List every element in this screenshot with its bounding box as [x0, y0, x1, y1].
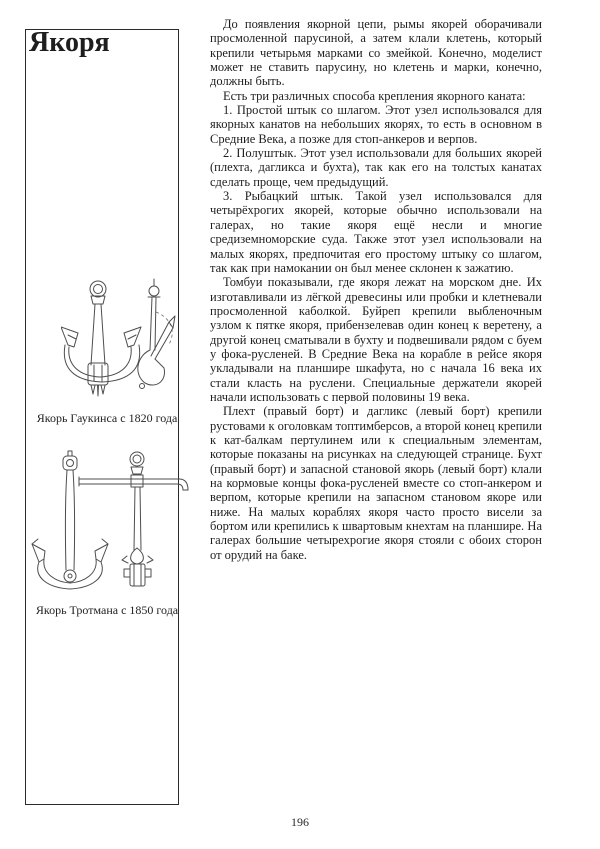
- anchor-figure-hawkins: [61, 278, 177, 400]
- paragraph-7: Плехт (правый борт) и дагликс (левый борт) крепили рустовами к оголовкам топтимберсов, а второй конец крепили к кат-балкам пертулинем или к специальным элементам, которые показаны на рисунках на следующей странице. Бухт (правый борт) и запасной становой якорь (левый борт) клали на кормовые концы фока-русленей вместе со стоп-анкером и верпом, которые крепили на запасном становом якоре или ниже. На малых кораблях якоря часто просто висели за бортом или крепились к швартовым кнехтам на планшире. На галерах большие четырехрогие якоря стояли с обоих сторон от орудий на баке.: [210, 404, 542, 562]
- paragraph-1: До появления якорной цепи, рымы якорей оборачивали просмоленной парусиной, а затем клали клетень, который крепили четырьмя марками со змейкой. Конечно, моделист может не ставить парусину, но клетень и марки, конечно, должны быть.: [210, 17, 542, 89]
- hawkins-anchor-icon: [61, 278, 177, 400]
- sidebar-frame: [25, 29, 179, 805]
- trotman-anchor-icon: [31, 450, 193, 592]
- paragraph-4: 2. Полуштык. Этот узел использовали для больших якорей (плехта, дагликса и бухта), так как его на толстых канатах сделать проще, чем предыдущий.: [210, 146, 542, 189]
- figure-caption-hawkins: Якорь Гаукинса с 1820 года: [36, 411, 178, 425]
- paragraph-5: 3. Рыбацкий штык. Такой узел использовался для четырёхрогих якорей, которые обычно использовали на галерах, но такие якоря ещё несли и многие средиземноморские суда. Также этот узел использовали на малых якорях, предпочитая его простому штыку со шлагом, так как при намокании он был менее склонен к зажатию.: [210, 189, 542, 275]
- paragraph-2: Есть три различных способа крепления якорного каната:: [223, 88, 526, 103]
- anchor-figure-trotman: [31, 450, 193, 592]
- paragraph-3: 1. Простой штык со шлагом. Этот узел использовался для якорных канатов на небольших якорях, то есть в основном в Средние Века, а позже для стоп-анкеров и верпов.: [210, 103, 542, 146]
- figure-caption-trotman: Якорь Тротмана с 1850 года: [35, 603, 179, 617]
- page-number: 196: [291, 815, 309, 829]
- article-column: [210, 17, 542, 562]
- page-title: Якоря: [29, 27, 110, 58]
- paragraph-6: Томбуи показывали, где якоря лежат на морском дне. Их изготавливали из лёгкой древесины или пробки и клетневали просмоленной каболкой. Буйреп крепили выбленочным узлом к пятке якоря, прибензелевав один конец к веретену, а другой конец сматывали в бухту и подвешивали рядом с буем у фока-русленей. В Средние Века на корабле в рейсе якоря укладывали на планшире шкафута, но с начала 16 века их стали класть на руслени. Специальные держатели якорей начали использовать с первой половины 19 века.: [210, 275, 542, 404]
